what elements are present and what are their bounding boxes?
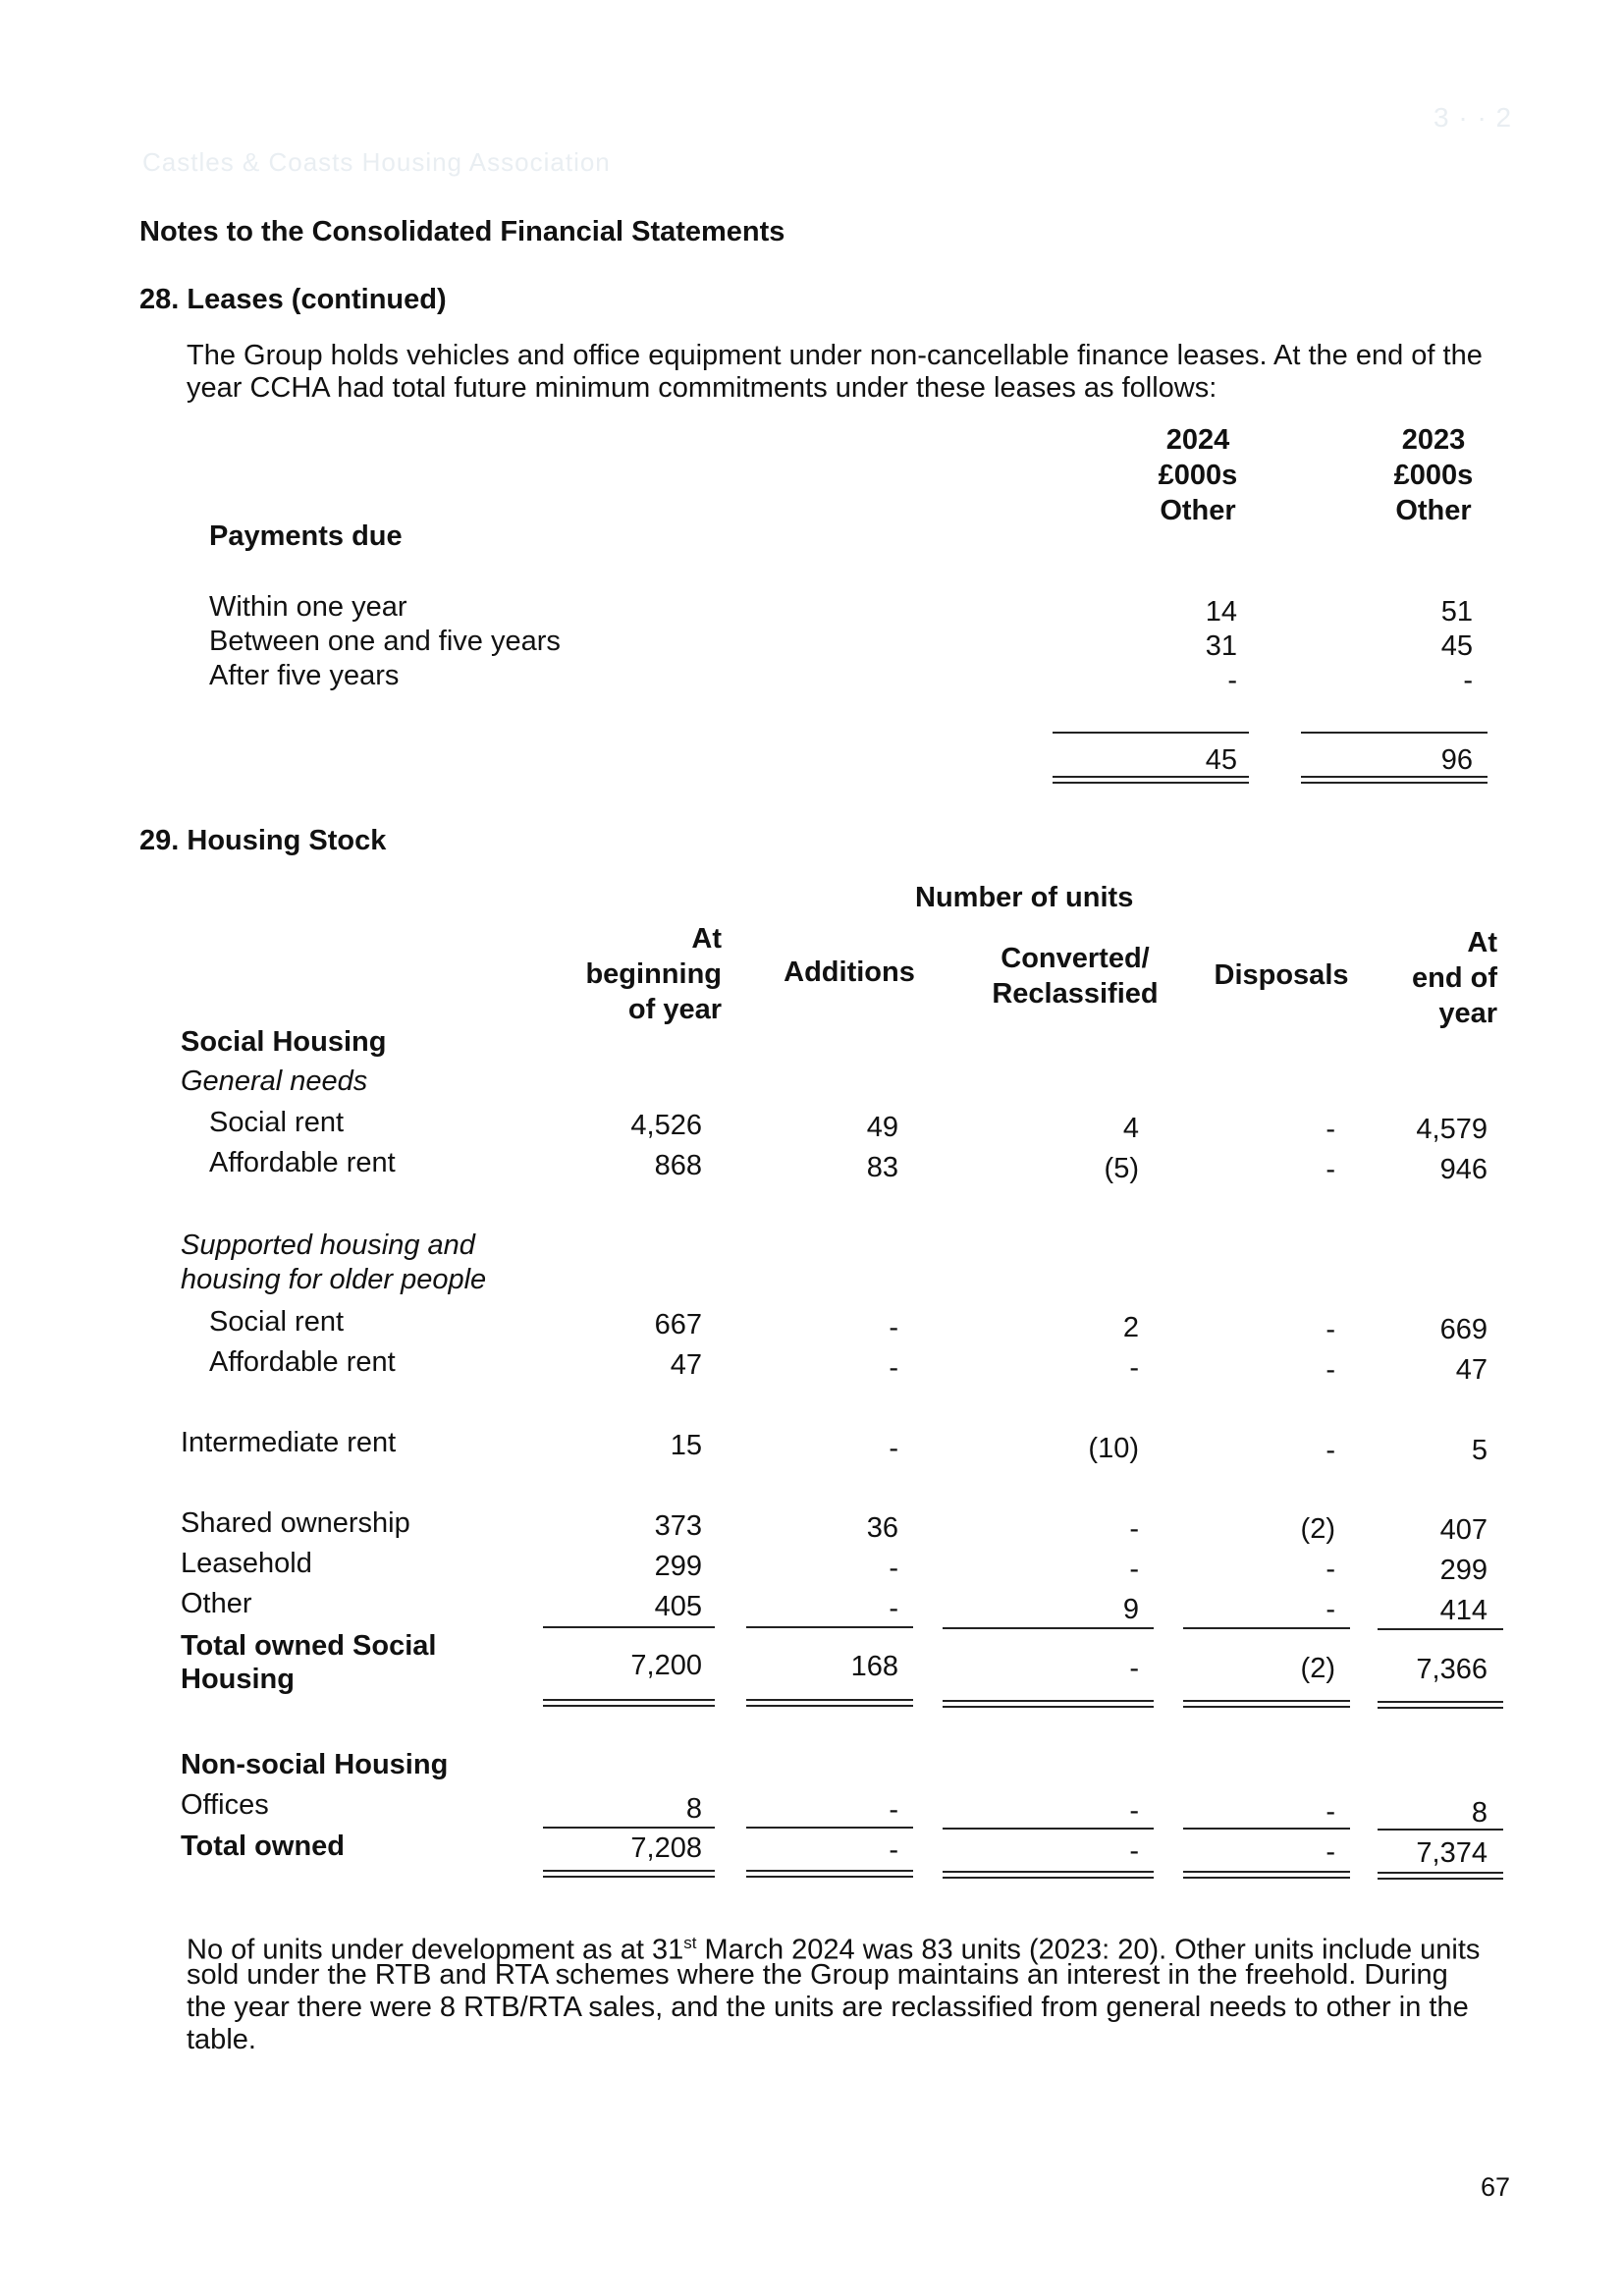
general-needs-label: General needs (181, 1066, 368, 1097)
col-begin-header (535, 921, 722, 1027)
faint-corner-mark: 3 · · 2 (1434, 102, 1513, 133)
housing-disp: - (1325, 1594, 1335, 1625)
disp-subtotal-rule (1183, 1627, 1350, 1629)
housing-add: - (889, 1352, 898, 1384)
total-owned-end: 7,374 (1416, 1837, 1488, 1869)
col-converted-line: Converted/ (1001, 943, 1150, 974)
housing-conv: - (1129, 1513, 1139, 1545)
housing-heading: 29. Housing Stock (139, 825, 387, 856)
housing-row-label: Other (181, 1588, 252, 1619)
housing-conv: 4 (1122, 1113, 1139, 1144)
lease-row-2024: - (1227, 665, 1237, 696)
end-total-social-rule (1378, 1701, 1503, 1709)
housing-conv: 9 (1122, 1594, 1139, 1625)
housing-end: 407 (1439, 1514, 1488, 1546)
faint-org-name: Castles & Coasts Housing Association (142, 147, 611, 177)
housing-row-label: Social rent (209, 1107, 345, 1138)
total-owned-label: Total owned (181, 1831, 346, 1862)
housing-end: 47 (1455, 1354, 1488, 1386)
housing-end: 299 (1439, 1555, 1488, 1586)
total-owned-add: - (889, 1834, 898, 1866)
housing-end: 5 (1471, 1435, 1488, 1466)
col-2024-unit: £000s (1158, 460, 1238, 491)
lease-col-2023-header (1335, 422, 1532, 528)
add-offices-rule (746, 1827, 913, 1829)
begin-total-social-rule (543, 1699, 715, 1707)
housing-add: 36 (866, 1512, 898, 1544)
housing-row-label: Intermediate rent (181, 1427, 397, 1458)
housing-end: 8 (1471, 1797, 1488, 1829)
lease-total-2024: 45 (1205, 744, 1237, 776)
housing-begin: 667 (654, 1309, 702, 1340)
lease-2024-subtotal-rule (1053, 732, 1249, 734)
housing-begin: 4,526 (630, 1110, 702, 1141)
housing-disp: - (1325, 1114, 1335, 1145)
col-end-line: year (1438, 998, 1497, 1029)
total-owned-begin: 7,208 (630, 1832, 702, 1864)
housing-disp: - (1325, 1354, 1335, 1386)
col-end-header (1365, 925, 1497, 1031)
housing-conv: (10) (1088, 1433, 1139, 1464)
note-line4: table. (187, 2024, 256, 2055)
lease-row-2023: 45 (1440, 630, 1473, 662)
conv-total-social-rule (943, 1700, 1154, 1708)
page-number: 67 (1481, 2172, 1511, 2202)
begin-subtotal-rule (543, 1626, 715, 1628)
housing-end: 414 (1439, 1595, 1488, 1626)
col-2023-type: Other (1395, 495, 1472, 526)
lease-row-label: Within one year (209, 591, 407, 623)
col-begin-line: beginning (585, 958, 722, 990)
housing-add: - (889, 1433, 898, 1464)
housing-disp: (2) (1300, 1513, 1335, 1545)
lease-2023-total-rule (1301, 776, 1488, 784)
housing-add: - (889, 1553, 898, 1584)
total-social-label-line2: Housing (181, 1664, 295, 1695)
col-disposals-header: Disposals (1214, 959, 1349, 991)
add-total-owned-rule (746, 1870, 913, 1878)
housing-row-label: Social rent (209, 1306, 345, 1338)
col-additions-header: Additions (784, 957, 915, 988)
housing-disp: - (1325, 1554, 1335, 1585)
page-title: Notes to the Consolidated Financial Statements (139, 216, 785, 247)
lease-2024-total-rule (1053, 776, 1249, 784)
col-end-line: end of (1412, 962, 1497, 994)
housing-add: 83 (866, 1152, 898, 1183)
housing-conv: 2 (1122, 1312, 1139, 1343)
end-subtotal-rule (1378, 1628, 1503, 1630)
leases-heading: 28. Leases (continued) (139, 284, 447, 315)
housing-end: 4,579 (1416, 1114, 1488, 1145)
total-social-disp: (2) (1300, 1653, 1335, 1684)
housing-conv: - (1129, 1795, 1139, 1827)
housing-row-label: Leasehold (181, 1548, 312, 1579)
lease-row-2024: 14 (1205, 596, 1237, 628)
lease-row-label: Between one and five years (209, 626, 561, 657)
housing-disp: - (1325, 1796, 1335, 1828)
housing-conv: (5) (1104, 1153, 1139, 1184)
housing-begin: 47 (670, 1349, 702, 1381)
housing-row-label: Affordable rent (209, 1346, 396, 1378)
housing-end: 669 (1439, 1314, 1488, 1345)
note-line1-end: March 2024 was 83 units (2023: 20). Other units include units (696, 1934, 1481, 1966)
lease-total-2023: 96 (1440, 744, 1473, 776)
lease-row-2023: 51 (1440, 596, 1473, 628)
col-end-line: At (1467, 927, 1497, 958)
col-2024-year: 2024 (1165, 424, 1230, 456)
number-of-units-label: Number of units (915, 882, 1134, 913)
conv-offices-rule (943, 1828, 1154, 1830)
lease-row-2024: 31 (1205, 630, 1237, 662)
end-total-owned-rule (1378, 1872, 1503, 1880)
housing-begin: 8 (685, 1793, 702, 1825)
lease-col-2024-header (1100, 422, 1296, 528)
disp-total-social-rule (1183, 1700, 1350, 1708)
begin-total-owned-rule (543, 1870, 715, 1878)
note-line3: the year there were 8 RTB/RTA sales, and the units are reclassified from general needs to other in the (187, 1992, 1469, 2023)
housing-end: 946 (1439, 1154, 1488, 1185)
housing-row-label: Shared ownership (181, 1507, 410, 1539)
disp-total-owned-rule (1183, 1871, 1350, 1879)
col-converted-header (957, 941, 1193, 1011)
col-begin-line: At (691, 923, 722, 955)
col-2023-unit: £000s (1393, 460, 1474, 491)
total-social-begin: 7,200 (630, 1650, 702, 1681)
col-converted-line: Reclassified (992, 978, 1159, 1010)
add-total-social-rule (746, 1699, 913, 1707)
housing-disp: - (1325, 1435, 1335, 1466)
housing-row-label: Offices (181, 1789, 269, 1821)
total-owned-conv: - (1129, 1835, 1139, 1867)
note-superscript: st (683, 1934, 697, 1952)
housing-begin: 868 (654, 1150, 702, 1181)
lease-row-label: After five years (209, 660, 400, 691)
supported-housing-label-line1: Supported housing and (181, 1230, 475, 1261)
housing-row-label: Affordable rent (209, 1147, 396, 1178)
housing-begin: 405 (654, 1591, 702, 1622)
leases-intro-line2: year CCHA had total future minimum commitments under these leases as follows: (187, 372, 1217, 404)
col-2024-type: Other (1160, 495, 1236, 526)
payments-due-label: Payments due (209, 520, 403, 552)
conv-total-owned-rule (943, 1871, 1154, 1879)
add-subtotal-rule (746, 1626, 913, 1628)
col-begin-line: of year (627, 994, 722, 1025)
note-line1-start: No of units under development as at 31 (187, 1934, 684, 1966)
col-2023-year: 2023 (1401, 424, 1466, 456)
housing-disp: - (1325, 1154, 1335, 1185)
begin-offices-rule (543, 1827, 715, 1829)
total-owned-disp: - (1325, 1836, 1335, 1868)
housing-conv: - (1129, 1352, 1139, 1384)
lease-2023-subtotal-rule (1301, 732, 1488, 734)
lease-row-2023: - (1463, 665, 1473, 696)
note-line2: sold under the RTB and RTA schemes where the Group maintains an interest in the freehold. During (187, 1959, 1448, 1991)
total-social-label-line1: Total owned Social (181, 1630, 437, 1662)
housing-add: - (889, 1593, 898, 1624)
end-offices-rule (1378, 1829, 1503, 1831)
leases-intro-line1: The Group holds vehicles and office equipment under non-cancellable finance leases. At the end of the (187, 340, 1483, 371)
housing-add: - (889, 1794, 898, 1826)
housing-begin: 15 (670, 1430, 702, 1461)
housing-begin: 299 (654, 1551, 702, 1582)
housing-begin: 373 (654, 1510, 702, 1542)
supported-housing-label-line2: housing for older people (181, 1264, 487, 1295)
total-social-conv: - (1129, 1653, 1139, 1684)
total-social-end: 7,366 (1416, 1654, 1488, 1685)
housing-add: - (889, 1312, 898, 1343)
disp-offices-rule (1183, 1828, 1350, 1830)
housing-disp: - (1325, 1314, 1335, 1345)
total-social-add: 168 (850, 1651, 898, 1682)
non-social-housing-label: Non-social Housing (181, 1749, 449, 1780)
conv-subtotal-rule (943, 1627, 1154, 1629)
housing-add: 49 (866, 1112, 898, 1143)
housing-conv: - (1129, 1554, 1139, 1585)
social-housing-label: Social Housing (181, 1026, 387, 1058)
